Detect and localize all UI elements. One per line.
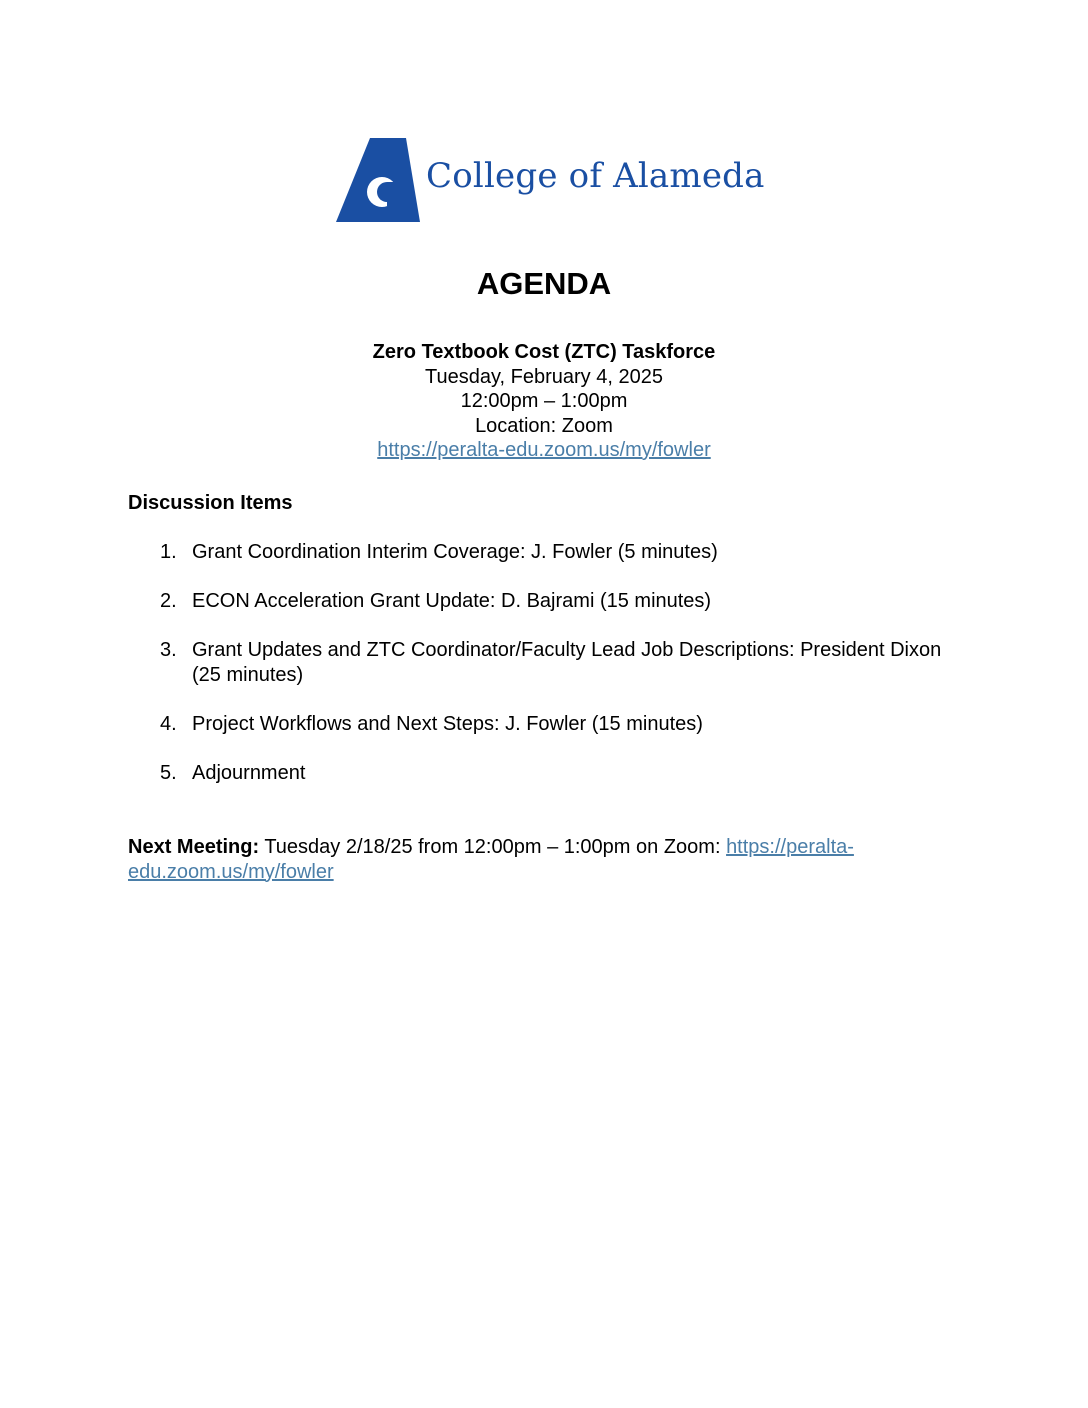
agenda-item-text: ECON Acceleration Grant Update: D. Bajrami (15 minutes) bbox=[192, 590, 712, 612]
page-title: AGENDA bbox=[476, 266, 612, 301]
agenda-item-number: 2. bbox=[160, 590, 177, 612]
agenda-item-text: Adjournment bbox=[192, 762, 306, 784]
zoom-link[interactable]: https://peralta-edu.zoom.us/my/fowler bbox=[377, 439, 711, 461]
agenda-item bbox=[128, 761, 948, 786]
agenda-item bbox=[128, 540, 948, 565]
college-logo bbox=[336, 138, 765, 224]
agenda-item-number: 3. bbox=[160, 639, 177, 661]
meeting-date: Tuesday, February 4, 2025 bbox=[425, 365, 663, 388]
meeting-time: 12:00pm – 1:00pm bbox=[460, 390, 628, 412]
discussion-heading: Discussion Items bbox=[128, 492, 293, 514]
meeting-info bbox=[0, 340, 1088, 463]
next-meeting-zoom-link[interactable]: https://peralta-edu.zoom.us/my/fowler bbox=[128, 836, 854, 883]
agenda-item-number: 5. bbox=[160, 762, 177, 784]
agenda-item bbox=[128, 638, 948, 688]
next-meeting-label: Next Meeting: bbox=[128, 836, 260, 858]
agenda-item-text: Project Workflows and Next Steps: J. Fowler (15 minutes) bbox=[192, 713, 703, 735]
agenda-item-number: 1. bbox=[160, 541, 177, 563]
agenda-item bbox=[128, 589, 948, 614]
next-meeting bbox=[128, 835, 928, 884]
agenda-item-number: 4. bbox=[160, 713, 177, 735]
agenda-item-text: Grant Coordination Interim Coverage: J. Fowler (5 minutes) bbox=[192, 541, 718, 563]
agenda-item bbox=[128, 712, 948, 737]
logo-wordmark: College of Alameda bbox=[426, 156, 765, 196]
meeting-name: Zero Textbook Cost (ZTC) Taskforce bbox=[372, 341, 716, 363]
agenda-item-text: Grant Updates and ZTC Coordinator/Faculty Lead Job Descriptions: President Dixon (25 minutes) bbox=[192, 639, 942, 686]
college-a-logo-icon bbox=[336, 138, 422, 224]
agenda-list bbox=[128, 540, 948, 810]
meeting-location: Location: Zoom bbox=[475, 414, 613, 437]
next-meeting-details: Tuesday 2/18/25 from 12:00pm – 1:00pm on Zoom: bbox=[259, 836, 727, 858]
